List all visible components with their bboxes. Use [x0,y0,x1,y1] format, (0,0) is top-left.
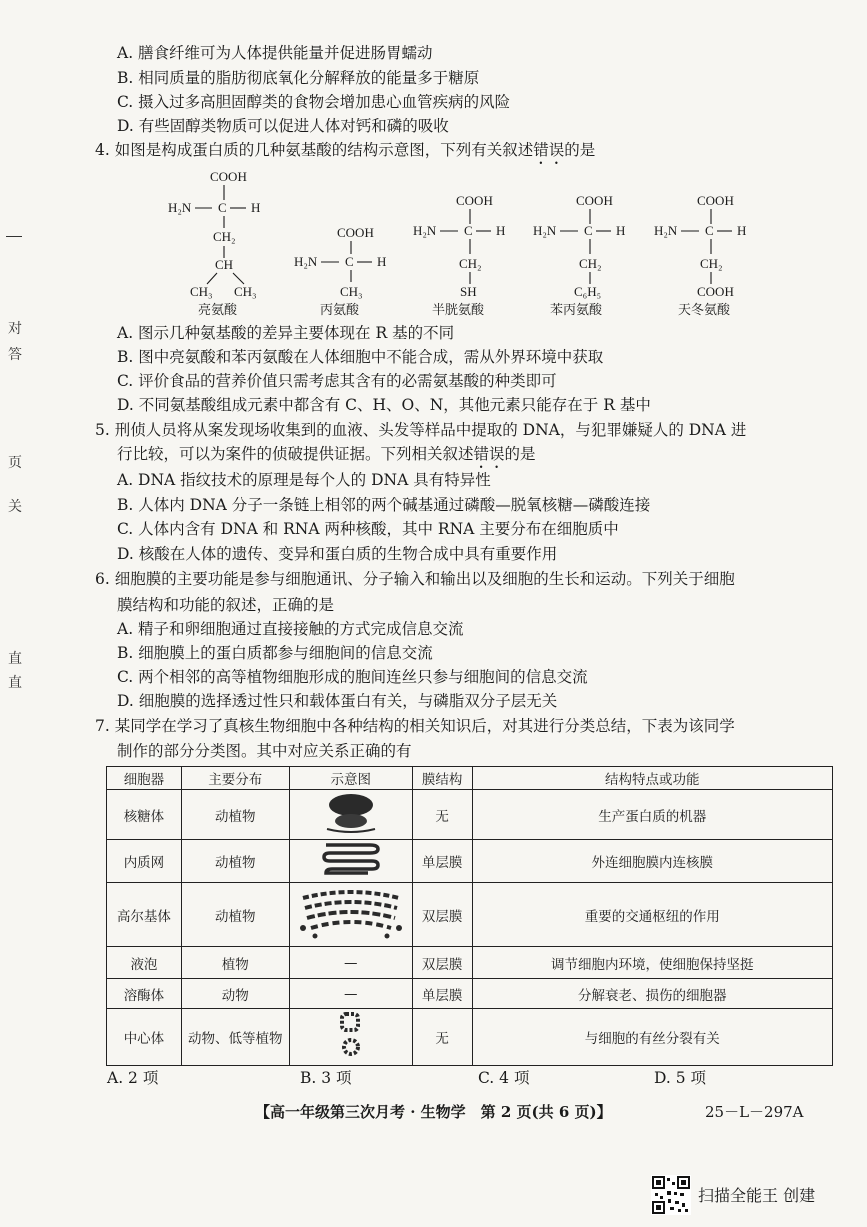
cell-organelle: 高尔基体 [107,883,182,947]
header-organelle: 细胞器 [107,767,182,790]
cell-distribution: 动植物 [181,840,289,883]
h2n: H₂N [533,223,557,238]
header-distribution: 主要分布 [181,767,289,790]
q7-answer-d: D. 5 项 [654,1069,707,1087]
ch2: CH₂ [213,229,236,244]
cell-distribution: 动植物 [181,883,289,947]
h2n: H₂N [294,254,318,269]
q7-stem-line1: 7. 某同学在学习了真核生物细胞中各种结构的相关知识后，对其进行分类总结，下表为该同学 [95,717,735,735]
cell-distribution: 动植物 [181,790,289,840]
q6-option-a: A. 精子和卵细胞通过直接接触的方式完成信息交流 [117,620,464,638]
cell-organelle: 核糖体 [107,790,182,840]
margin-char: 页 [8,455,22,471]
cell-distribution: 动物 [181,979,289,1009]
cell-membrane: 双层膜 [412,883,472,947]
carbon: C [584,223,593,238]
golgi-apparatus-icon [295,884,407,942]
phenylalanine-structure [533,193,625,318]
phenylalanine-label: 苯丙氨酸 [550,303,603,318]
organelle-table [106,766,833,1066]
q3-option-c: C. 摄入过多高胆固醇类的食物会增加患心血管疾病的风险 [117,93,511,111]
q7-answer-a: A. 2 项 [107,1069,159,1087]
cell-function: 分解衰老、损伤的细胞器 [472,979,832,1009]
margin-char: 直 [8,675,22,691]
cooh: COOH [576,193,613,208]
q5-stem-line1: 5. 刑侦人员将从案发现场收集到的血液、头发等样品中提取的 DNA，与犯罪嫌疑人的 DNA 进 [95,421,747,439]
header-diagram: 示意图 [289,767,412,790]
q5-option-a: A. DNA 指纹技术的原理是每个人的 DNA 具有特异性 [117,471,491,489]
ch3: CH₃ [190,284,213,299]
margin-char: 对 [8,321,22,337]
h2n: H₂N [413,223,437,238]
ch3: CH₃ [234,284,257,299]
margin-dash [6,236,22,237]
cooh: COOH [697,193,734,208]
q5-option-d: D. 核酸在人体的遗传、变异和蛋白质的生物合成中具有重要作用 [117,545,558,563]
table-header-row [107,767,833,790]
ribosome-figure [289,790,412,840]
aspartic-acid-structure [654,193,746,318]
cell-function: 重要的交通枢纽的作用 [472,883,832,947]
hydrogen: H [737,223,747,238]
amino-acid-diagram [160,168,800,320]
alanine-structure [294,225,386,318]
cell-organelle: 中心体 [107,1009,182,1066]
cell-function: 生产蛋白质的机器 [472,790,832,840]
cell-diagram: — [289,947,412,979]
hydrogen: H [377,254,387,269]
ch3: CH₃ [340,284,363,299]
cell-membrane: 双层膜 [412,947,472,979]
q4-option-d: D. 不同氨基酸组成元素中都含有 C、H、O、N，其他元素只能存在于 R 基中 [117,396,651,414]
aspartic-acid-label: 天冬氨酸 [678,303,731,318]
q4-stem: 4. 如图是构成蛋白质的几种氨基酸的结构示意图，下列有关叙述错误的是 [95,141,596,159]
table-row [107,883,833,947]
q5-option-c: C. 人体内含有 DNA 和 RNA 两种核酸，其中 RNA 主要分布在细胞质中 [117,520,619,538]
cell-organelle: 内质网 [107,840,182,883]
ch: CH [215,257,234,272]
q6-stem-line1: 6. 细胞膜的主要功能是参与细胞通讯、分子输入和输出以及细胞的生长和运动。下列关于细胞 [95,570,735,588]
cell-function: 外连细胞膜内连核膜 [472,840,832,883]
carbon: C [218,200,227,215]
table-row [107,1009,833,1066]
carbon: C [705,223,714,238]
q3-option-a: A. 膳食纤维可为人体提供能量并促进肠胃蠕动 [117,44,433,62]
header-function: 结构特点或功能 [472,767,832,790]
exam-code: 25－L－297A [705,1103,804,1121]
page-footer: 【高一年级第三次月考 · 生物学 第 2 页(共 6 页)】 [255,1103,612,1121]
qr-code-icon [651,1175,691,1215]
table-row [107,947,833,979]
carbon: C [464,223,473,238]
hydrogen: H [496,223,506,238]
q6-stem-line2: 膜结构和功能的叙述，正确的是 [117,596,335,614]
table-row [107,979,833,1009]
margin-char: 关 [8,499,22,515]
q5-option-b: B. 人体内 DNA 分子一条链上相邻的两个碱基通过磷酸—脱氧核糖—磷酸连接 [117,496,651,514]
cell-distribution: 植物 [181,947,289,979]
alanine-label: 丙氨酸 [320,303,360,318]
cell-organelle: 液泡 [107,947,182,979]
cysteine-structure [413,193,505,318]
cell-membrane: 无 [412,790,472,840]
header-membrane: 膜结构 [412,767,472,790]
sh: SH [460,284,477,299]
cell-membrane: 单层膜 [412,840,472,883]
leucine-label: 亮氨酸 [198,303,238,318]
h2n: H₂N [654,223,678,238]
cysteine-label: 半胱氨酸 [432,303,485,318]
centrosome-figure [289,1009,412,1066]
margin-char: 直 [8,651,22,667]
c6h5: C₆H₅ [574,284,602,299]
q7-stem-line2: 制作的部分分类图。其中对应关系正确的有 [117,742,412,760]
ribosome-icon [321,791,381,835]
q5-stem-line2: 行比较，可以为案件的侦破提供证据。下列相关叙述错误的是 [117,445,536,463]
q6-option-d: D. 细胞膜的选择透过性只和载体蛋白有关，与磷脂双分子层无关 [117,692,558,710]
scanner-watermark: 扫描全能王 创建 [698,1186,816,1205]
cell-function: 调节细胞内环境，使细胞保持坚挺 [472,947,832,979]
q7-answer-b: B. 3 项 [300,1069,352,1087]
table-row [107,840,833,883]
ch2: CH₂ [459,256,482,271]
q6-option-c: C. 两个相邻的高等植物细胞形成的胞间连丝只参与细胞间的信息交流 [117,668,588,686]
cell-diagram: — [289,979,412,1009]
margin-char: 答 [8,347,22,363]
ch2: CH₂ [700,256,723,271]
cell-membrane: 单层膜 [412,979,472,1009]
cell-organelle: 溶酶体 [107,979,182,1009]
hydrogen: H [251,200,261,215]
ch2: CH₂ [579,256,602,271]
q4-option-b: B. 图中亮氨酸和苯丙氨酸在人体细胞中不能合成，需从外界环境中获取 [117,348,604,366]
q4-option-a: A. 图示几种氨基酸的差异主要体现在 R 基的不同 [117,324,455,342]
centrosome-icon [336,1010,366,1060]
h2n: H₂N [168,200,192,215]
cooh: COOH [210,169,247,184]
golgi-figure [289,883,412,947]
cell-distribution: 动物、低等植物 [181,1009,289,1066]
q6-option-b: B. 细胞膜上的蛋白质都参与细胞间的信息交流 [117,644,433,662]
cooh: COOH [697,284,734,299]
cooh: COOH [456,193,493,208]
leucine-structure [168,169,260,318]
q7-answer-c: C. 4 项 [478,1069,530,1087]
q3-option-d: D. 有些固醇类物质可以促进人体对钙和磷的吸收 [117,117,449,135]
cell-membrane: 无 [412,1009,472,1066]
endoplasmic-reticulum-icon [318,840,384,878]
carbon: C [345,254,354,269]
q4-option-c: C. 评价食品的营养价值只需考虑其含有的必需氨基酸的种类即可 [117,372,557,390]
er-figure [289,840,412,883]
cooh: COOH [337,225,374,240]
q3-option-b: B. 相同质量的脂肪彻底氧化分解释放的能量多于糖原 [117,69,480,87]
cell-function: 与细胞的有丝分裂有关 [472,1009,832,1066]
table-row [107,790,833,840]
hydrogen: H [616,223,626,238]
